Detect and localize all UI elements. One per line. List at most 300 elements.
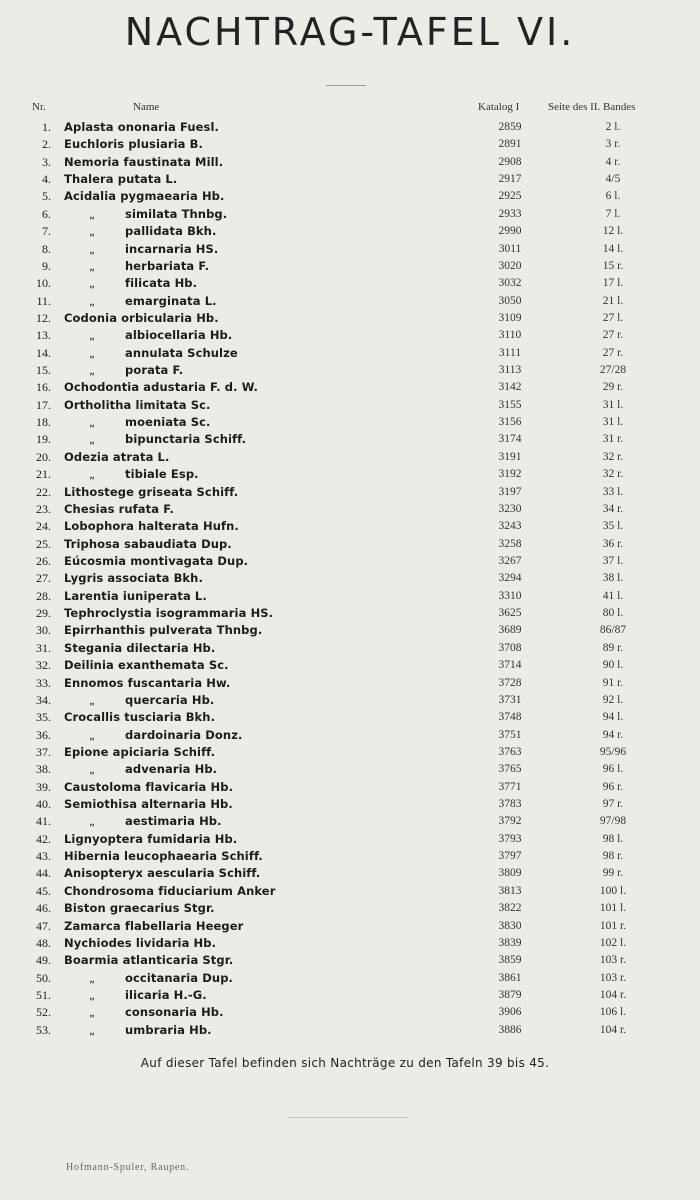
- page-reference: 31 l.: [602, 398, 624, 411]
- table-row: [0, 935, 700, 952]
- entry-number: 21.: [36, 467, 51, 482]
- katalog-number: 2891: [498, 138, 522, 151]
- page-reference: 27 r.: [602, 346, 624, 359]
- entry-number: 22.: [36, 484, 51, 499]
- ditto-mark: „: [89, 276, 96, 291]
- katalog-number: 3830: [498, 919, 522, 932]
- species-name: Chesias rufata F.: [64, 501, 174, 516]
- ditto-mark: „: [89, 762, 96, 777]
- page-reference: 41 l.: [602, 589, 624, 602]
- page-reference: 21 l.: [602, 294, 624, 307]
- species-name: [89, 293, 217, 310]
- page-reference: 91 r.: [602, 676, 624, 689]
- table-row: [0, 379, 700, 396]
- entry-number: 51.: [36, 987, 51, 1002]
- species-epithet: aestimaria Hb.: [125, 814, 222, 829]
- table-row: [0, 727, 700, 744]
- species-name: Epirrhanthis pulverata Thnbg.: [64, 623, 263, 638]
- entry-number: 44.: [36, 866, 51, 881]
- entry-number: 13.: [36, 328, 51, 343]
- entry-number: 27.: [36, 571, 51, 586]
- species-name: Larentia iuniperata L.: [64, 588, 207, 603]
- page-reference: 34 r.: [602, 502, 624, 515]
- species-epithet: consonaria Hb.: [125, 1005, 224, 1020]
- ditto-mark: „: [89, 345, 96, 360]
- entry-number: 9.: [42, 258, 51, 273]
- table-row: [0, 1004, 700, 1021]
- entry-number: 2.: [42, 137, 51, 152]
- katalog-number: 3748: [498, 711, 522, 724]
- page-reference: 98 r.: [602, 850, 624, 863]
- species-name: Ortholitha limitata Sc.: [64, 397, 211, 412]
- entry-number: 17.: [36, 397, 51, 412]
- page-reference: 12 l.: [602, 225, 624, 238]
- entry-number: 53.: [36, 1022, 51, 1037]
- species-epithet: advenaria Hb.: [125, 762, 218, 777]
- species-epithet: emarginata L.: [125, 293, 217, 308]
- entry-number: 18.: [36, 415, 51, 430]
- species-name: Triphosa sabaudiata Dup.: [64, 536, 232, 551]
- species-name: [89, 466, 199, 483]
- species-name: [89, 223, 216, 240]
- katalog-number: 3192: [498, 468, 522, 481]
- table-row: [0, 657, 700, 674]
- entry-number: 1.: [42, 120, 51, 134]
- species-epithet: ilicaria H.-G.: [125, 987, 207, 1002]
- page-reference: 27/28: [599, 364, 627, 377]
- table-row: [0, 327, 700, 344]
- katalog-number: 3797: [498, 850, 522, 863]
- entry-number: 42.: [36, 831, 51, 846]
- page-reference: 92 l.: [602, 693, 624, 706]
- species-epithet: occitanaria Dup.: [125, 970, 233, 985]
- column-header-seite: Seite des II. Bandes: [548, 101, 636, 113]
- katalog-number: 3751: [498, 728, 522, 741]
- species-epithet: albiocellaria Hb.: [125, 328, 233, 343]
- entry-number: 3.: [42, 154, 51, 169]
- species-epithet: dardoinaria Donz.: [125, 727, 243, 742]
- katalog-number: 3174: [498, 433, 522, 446]
- katalog-number: 3294: [498, 572, 522, 585]
- species-epithet: annulata Schulze: [125, 345, 238, 360]
- katalog-number: 3110: [498, 329, 522, 342]
- page-reference: 102 l.: [599, 936, 627, 949]
- katalog-number: 3032: [498, 277, 522, 290]
- species-epithet: similata Thnbg.: [125, 206, 228, 221]
- page-reference: 37 l.: [602, 554, 624, 567]
- katalog-number: 3011: [498, 242, 522, 255]
- entry-number: 12.: [36, 310, 51, 325]
- katalog-number: 3113: [498, 364, 522, 377]
- katalog-number: 2859: [498, 121, 522, 133]
- page-reference: 96 r.: [602, 780, 624, 793]
- species-epithet: pallidata Bkh.: [125, 224, 217, 239]
- entry-number: 5.: [42, 189, 51, 204]
- entry-number: 24.: [36, 519, 51, 534]
- page-reference: 97 r.: [602, 798, 624, 811]
- species-epithet: porata F.: [125, 363, 184, 378]
- katalog-number: 3861: [498, 971, 522, 984]
- page-reference: 86/87: [599, 624, 627, 637]
- page-reference: 96 l.: [602, 763, 624, 776]
- katalog-number: 3763: [498, 745, 522, 758]
- katalog-number: 2933: [498, 207, 522, 220]
- katalog-number: 2908: [498, 155, 522, 168]
- page-reference: 104 r.: [599, 1023, 627, 1036]
- species-name: [89, 345, 238, 362]
- katalog-number: 3813: [498, 884, 522, 897]
- katalog-number: 3197: [498, 485, 522, 498]
- species-name: [89, 414, 211, 431]
- table-row: [0, 865, 700, 882]
- species-name: Thalera putata L.: [64, 172, 178, 187]
- entry-number: 47.: [36, 918, 51, 933]
- entry-number: 36.: [36, 727, 51, 742]
- table-row: [0, 449, 700, 466]
- species-name: Nemoria faustinata Mill.: [64, 154, 224, 169]
- katalog-number: 3243: [498, 520, 522, 533]
- entry-number: 48.: [36, 935, 51, 950]
- table-row: [0, 258, 700, 275]
- ditto-mark: „: [89, 293, 96, 308]
- katalog-number: 3771: [498, 780, 522, 793]
- species-name: [89, 241, 218, 258]
- species-name: Crocallis tusciaria Bkh.: [64, 710, 216, 725]
- species-name: Odezia atrata L.: [64, 449, 170, 464]
- entry-number: 23.: [36, 501, 51, 516]
- table-row: [0, 779, 700, 796]
- katalog-number: 3783: [498, 798, 522, 811]
- table-row: [0, 206, 700, 223]
- table-row: [0, 1022, 700, 1039]
- ditto-mark: „: [89, 224, 96, 239]
- page-reference: 33 l.: [602, 485, 624, 498]
- table-row: [0, 414, 700, 431]
- entry-number: 32.: [36, 658, 51, 673]
- species-name: Ennomos fuscantaria Hw.: [64, 675, 231, 690]
- katalog-number: 3310: [498, 589, 522, 602]
- entry-number: 4.: [42, 172, 51, 187]
- table-row: [0, 310, 700, 327]
- ditto-mark: „: [89, 415, 96, 430]
- entry-number: 7.: [42, 224, 51, 239]
- katalog-number: 3731: [498, 693, 522, 706]
- page-reference: 4/5: [605, 173, 621, 186]
- species-name: Lignyoptera fumidaria Hb.: [64, 831, 238, 846]
- page-reference: 31 l.: [602, 416, 624, 429]
- ditto-mark: „: [89, 328, 96, 343]
- table-row: [0, 622, 700, 639]
- page-reference: 103 r.: [599, 971, 627, 984]
- table-row: [0, 987, 700, 1004]
- katalog-number: 3267: [498, 554, 522, 567]
- katalog-number: 3142: [498, 381, 522, 394]
- entry-number: 29.: [36, 606, 51, 621]
- page-reference: 101 l.: [599, 902, 627, 915]
- entry-number: 37.: [36, 744, 51, 759]
- table-row: [0, 223, 700, 240]
- species-name: Semiothisa alternaria Hb.: [64, 797, 233, 812]
- table-row: [0, 536, 700, 553]
- katalog-number: 3050: [498, 294, 522, 307]
- katalog-number: 3792: [498, 815, 522, 828]
- entry-number: 40.: [36, 797, 51, 812]
- species-name: [89, 1004, 224, 1021]
- species-name: Boarmia atlanticaria Stgr.: [64, 953, 234, 968]
- species-epithet: filicata Hb.: [125, 276, 198, 291]
- species-name: Epione apiciaria Schiff.: [64, 744, 216, 759]
- table-row: [0, 484, 700, 501]
- katalog-number: 3708: [498, 641, 522, 654]
- page-reference: 3 r.: [605, 138, 621, 151]
- entry-number: 16.: [36, 380, 51, 395]
- entry-number: 15.: [36, 363, 51, 378]
- species-name: [89, 275, 197, 292]
- page-reference: 35 l.: [602, 520, 624, 533]
- ditto-mark: „: [89, 363, 96, 378]
- table-row: [0, 466, 700, 483]
- katalog-number: 3809: [498, 867, 522, 880]
- page-reference: 32 r.: [602, 450, 624, 463]
- katalog-number: 3230: [498, 502, 522, 515]
- table-row: [0, 761, 700, 778]
- page-reference: 36 r.: [602, 537, 624, 550]
- katalog-number: 3111: [498, 346, 522, 359]
- katalog-number: 3191: [498, 450, 522, 463]
- page-reference: 4 r.: [605, 155, 621, 168]
- species-name: [89, 327, 232, 344]
- table-row: [0, 362, 700, 379]
- table-row: [0, 796, 700, 813]
- ditto-mark: „: [89, 814, 96, 829]
- entry-number: 19.: [36, 432, 51, 447]
- table-row: [0, 918, 700, 935]
- page-reference: 27 l.: [602, 311, 624, 324]
- ditto-mark: „: [89, 241, 96, 256]
- katalog-number: 3689: [498, 624, 522, 637]
- page-reference: 32 r.: [602, 468, 624, 481]
- table-row: [0, 154, 700, 171]
- page-reference: 104 r.: [599, 988, 627, 1001]
- table-row: [0, 241, 700, 258]
- entry-number: 6.: [42, 206, 51, 221]
- page-reference: 2 l.: [605, 121, 621, 133]
- table-row: [0, 397, 700, 414]
- table-row: [0, 570, 700, 587]
- species-epithet: incarnaria HS.: [125, 241, 219, 256]
- species-epithet: herbariata F.: [125, 258, 210, 273]
- table-row: [0, 501, 700, 518]
- species-name: Anisopteryx aescularia Schiff.: [64, 866, 261, 881]
- entry-number: 34.: [36, 692, 51, 707]
- katalog-number: 2917: [498, 173, 522, 186]
- species-name: [89, 692, 214, 709]
- species-name: [89, 813, 222, 830]
- entry-number: 46.: [36, 901, 51, 916]
- species-name: Codonia orbicularia Hb.: [64, 310, 219, 325]
- katalog-number: 2990: [498, 225, 522, 238]
- katalog-number: 3793: [498, 832, 522, 845]
- entry-number: 8.: [42, 241, 51, 256]
- species-name: [89, 987, 207, 1004]
- ditto-mark: „: [89, 258, 96, 273]
- entry-number: 35.: [36, 710, 51, 725]
- page-reference: 95/96: [599, 745, 627, 758]
- page-reference: 94 l.: [602, 711, 624, 724]
- katalog-number: 2925: [498, 190, 522, 203]
- table-row: [0, 692, 700, 709]
- table-row: [0, 136, 700, 153]
- ditto-mark: „: [89, 432, 96, 447]
- publisher-credit: Hofmann-Spuler, Raupen.: [66, 1162, 190, 1173]
- page-reference: 106 l.: [599, 1006, 627, 1019]
- entry-number: 50.: [36, 970, 51, 985]
- entry-number: 49.: [36, 953, 51, 968]
- table-row: [0, 900, 700, 917]
- species-epithet: quercaria Hb.: [125, 692, 215, 707]
- species-table: [0, 119, 700, 1039]
- page-reference: 17 l.: [602, 277, 624, 290]
- ditto-mark: „: [89, 987, 96, 1002]
- page-reference: 103 r.: [599, 954, 627, 967]
- species-name: Ochodontia adustaria F. d. W.: [64, 380, 259, 395]
- katalog-number: 3156: [498, 416, 522, 429]
- table-row: [0, 831, 700, 848]
- ditto-mark: „: [89, 727, 96, 742]
- katalog-number: 3765: [498, 763, 522, 776]
- species-name: [89, 1022, 212, 1039]
- species-name: [89, 727, 242, 744]
- species-name: Lithostege griseata Schiff.: [64, 484, 239, 499]
- species-name: Acidalia pygmaearia Hb.: [64, 189, 225, 204]
- page-reference: 90 l.: [602, 659, 624, 672]
- table-row: [0, 970, 700, 987]
- species-name: [89, 258, 209, 275]
- species-name: Zamarca flabellaria Heeger: [64, 918, 244, 933]
- entry-number: 14.: [36, 345, 51, 360]
- page-reference: 7 l.: [605, 207, 621, 220]
- page-reference: 31 r.: [602, 433, 624, 446]
- species-name: Caustoloma flavicaria Hb.: [64, 779, 234, 794]
- table-row: [0, 675, 700, 692]
- species-name: [89, 970, 233, 987]
- species-name: Euchloris plusiaria B.: [64, 137, 203, 152]
- title-divider: [326, 85, 366, 86]
- ditto-mark: „: [89, 1005, 96, 1020]
- table-row: [0, 813, 700, 830]
- species-name: [89, 206, 227, 223]
- species-epithet: bipunctaria Schiff.: [125, 432, 247, 447]
- ditto-mark: „: [89, 206, 96, 221]
- entry-number: 11.: [36, 293, 51, 308]
- entry-number: 31.: [36, 640, 51, 655]
- page-reference: 15 r.: [602, 259, 624, 272]
- table-row: [0, 188, 700, 205]
- page-reference: 100 l.: [599, 884, 627, 897]
- page-reference: 38 l.: [602, 572, 624, 585]
- table-row: [0, 709, 700, 726]
- page-reference: 89 r.: [602, 641, 624, 654]
- species-name: Lygris associata Bkh.: [64, 571, 203, 586]
- species-name: Chondrosoma fiduciarium Anker: [64, 883, 276, 898]
- katalog-number: 3822: [498, 902, 522, 915]
- table-row: [0, 293, 700, 310]
- table-row: [0, 640, 700, 657]
- katalog-number: 3879: [498, 988, 522, 1001]
- column-header-nr: Nr.: [32, 101, 46, 113]
- footer-divider: [288, 1117, 408, 1118]
- table-row: [0, 119, 700, 136]
- table-row: [0, 848, 700, 865]
- katalog-number: 3258: [498, 537, 522, 550]
- page-reference: 98 l.: [602, 832, 624, 845]
- entry-number: 33.: [36, 675, 51, 690]
- table-row: [0, 518, 700, 535]
- page-reference: 29 r.: [602, 381, 624, 394]
- species-name: Biston graecarius Stgr.: [64, 901, 215, 916]
- table-row: [0, 883, 700, 900]
- katalog-number: 3714: [498, 659, 522, 672]
- species-name: [89, 362, 183, 379]
- page-title: NACHTRAG-TAFEL VI.: [124, 10, 576, 54]
- entry-number: 45.: [36, 883, 51, 898]
- species-epithet: moeniata Sc.: [125, 415, 211, 430]
- ditto-mark: „: [89, 970, 96, 985]
- katalog-number: 3020: [498, 259, 522, 272]
- katalog-number: 3109: [498, 311, 522, 324]
- page-reference: 94 r.: [602, 728, 624, 741]
- species-name: Hibernia leucophaearia Schiff.: [64, 849, 263, 864]
- table-row: [0, 952, 700, 969]
- table-row: [0, 744, 700, 761]
- column-header-katalog: Katalog I: [478, 101, 520, 113]
- page-reference: 101 r.: [599, 919, 627, 932]
- table-row: [0, 431, 700, 448]
- species-name: Eúcosmia montivagata Dup.: [64, 553, 249, 568]
- species-name: Stegania dilectaria Hb.: [64, 640, 216, 655]
- katalog-number: 3625: [498, 607, 522, 620]
- species-epithet: umbraria Hb.: [125, 1022, 212, 1037]
- species-name: Lobophora halterata Hufn.: [64, 519, 239, 534]
- entry-number: 10.: [36, 276, 51, 291]
- page-reference: 80 l.: [602, 607, 624, 620]
- entry-number: 38.: [36, 762, 51, 777]
- species-name: Deilinia exanthemata Sc.: [64, 658, 229, 673]
- footnote: Auf dieser Tafel befinden sich Nachträge zu den Tafeln 39 bis 45.: [140, 1056, 550, 1070]
- entry-number: 43.: [36, 849, 51, 864]
- page-reference: 27 r.: [602, 329, 624, 342]
- page-reference: 97/98: [599, 815, 627, 828]
- entry-number: 30.: [36, 623, 51, 638]
- katalog-number: 3155: [498, 398, 522, 411]
- table-row: [0, 171, 700, 188]
- species-name: [89, 761, 217, 778]
- page-reference: 6 l.: [605, 190, 621, 203]
- entry-number: 52.: [36, 1005, 51, 1020]
- katalog-number: 3886: [498, 1023, 522, 1036]
- katalog-number: 3859: [498, 954, 522, 967]
- entry-number: 26.: [36, 553, 51, 568]
- species-name: Aplasta ononaria Fuesl.: [64, 120, 219, 134]
- table-row: [0, 605, 700, 622]
- entry-number: 39.: [36, 779, 51, 794]
- table-row: [0, 588, 700, 605]
- entry-number: 41.: [36, 814, 51, 829]
- katalog-number: 3728: [498, 676, 522, 689]
- entry-number: 28.: [36, 588, 51, 603]
- table-row: [0, 553, 700, 570]
- katalog-number: 3906: [498, 1006, 522, 1019]
